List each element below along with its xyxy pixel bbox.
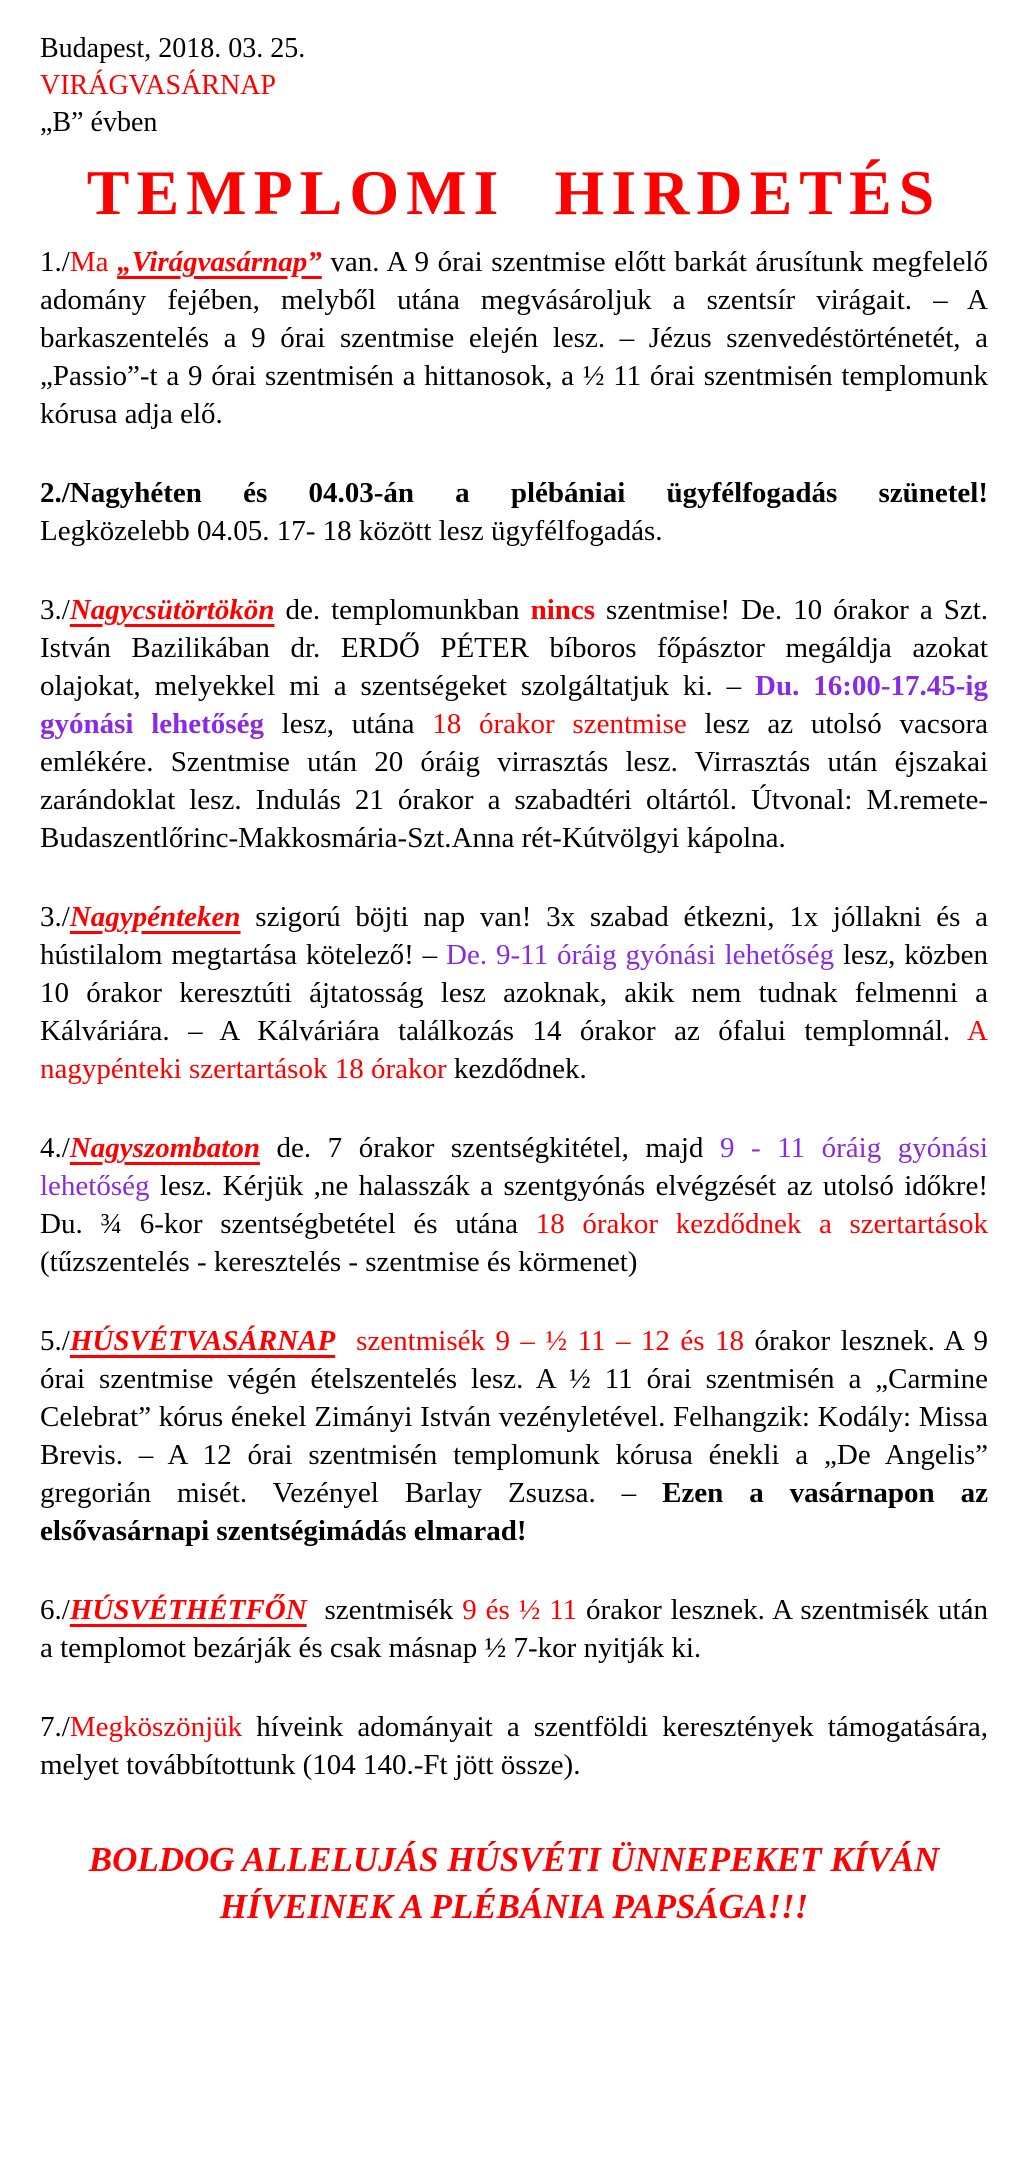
text-run: 18 órakor szentmise: [432, 708, 687, 740]
text-run: Nagypénteken: [69, 901, 241, 933]
text-run: 3./: [40, 901, 70, 933]
announcement-paragraph: [40, 898, 988, 1088]
text-run: Du. 16:00-17.45-ig gyónási lehetőség: [40, 670, 988, 740]
text-run: Ma: [69, 246, 118, 278]
announcement-paragraph: [40, 591, 988, 857]
text-run: 9 és ½ 11: [462, 1594, 578, 1626]
text-run: „Virágvasárnap”: [117, 246, 322, 278]
date-line: Budapest, 2018. 03. 25.: [40, 33, 306, 64]
text-run: 1./: [40, 246, 70, 278]
text-run: van. A 9 órai szentmise előtt barkát árusítunk megfelelő adomány fejében, melyből utána megvásároljuk a szentsír virágait. – A barkaszentelés a 9 órai szentmise elején lesz. – Jézus szenvedéstörténetét, a „Passio”-t a 9 órai szentmisén a hittanosok, a ½ 11 órai szentmisén templomunk kórusa adja elő.: [40, 246, 988, 430]
text-run: kezdődnek.: [446, 1053, 587, 1085]
text-run: szentmise! De. 10 órakor a Szt. István Bazilikában dr. ERDŐ PÉTER bíboros főpásztor megáldja azokat olajokat, melyekkel mi a szentségeket szolgáltatjuk ki. –: [40, 594, 989, 702]
text-run: Legközelebb 04.05. 17- 18 között lesz ügyfélfogadás.: [40, 515, 663, 547]
text-run: lesz, utána: [263, 708, 433, 740]
text-run: 3./: [40, 594, 70, 626]
liturgical-year-line: „B” évben: [40, 107, 158, 138]
announcement-paragraph: [40, 1591, 988, 1667]
footer-greeting-line-2: HÍVEINEK A PLÉBÁNIA PAPSÁGA!!!: [219, 1887, 809, 1926]
text-run: De. 9-11 óráig gyónási lehetőség: [446, 939, 835, 971]
text-run: szentmisék: [306, 1594, 463, 1626]
text-run: Megköszönjük: [69, 1711, 243, 1743]
footer-greeting-line-1: BOLDOG ALLELUJÁS HÚSVÉTI ÜNNEPEKET KÍVÁN: [88, 1840, 940, 1879]
text-run: A nagypénteki szertartások 18 órakor: [40, 1015, 988, 1085]
text-run: (tűzszentelés - keresztelés - szentmise és körmenet): [40, 1246, 638, 1278]
text-run: lesz az utolsó vacsora emlékére. Szentmise után 20 óráig virrasztás lesz. Virrasztás után éjszakai zarándoklat lesz. Indulás 21 órakor a szabadtéri oltártól. Útvonal: M.remete-Budaszentlőrinc-Makkosmária-Szt.Anna rét-Kútvölgyi kápolna.: [40, 708, 989, 854]
text-run: nincs: [530, 594, 596, 626]
text-run: 6./: [40, 1594, 70, 1626]
text-run: HÚSVÉTVASÁRNAP: [69, 1325, 336, 1357]
text-run: szentmisék 9 – ½ 11 – 12 és 18: [335, 1325, 745, 1357]
announcement-paragraph: [40, 474, 988, 550]
text-run: órakor lesznek. A szentmisék után a templomot bezárják és csak másnap ½ 7-kor nyitják ki.: [40, 1594, 988, 1664]
text-run: 9 - 11 óráig gyónási lehetőség: [40, 1132, 988, 1202]
text-run: 7./: [40, 1711, 70, 1743]
text-run: órakor lesznek. A 9 órai szentmise végén ételszentelés lesz. A ½ 11 órai szentmisén a „Carmine Celebrat” kórus énekel Zimányi István vezényletével. Felhangzik: Kodály: Missa Brevis. – A 12 órai szentmisén templomunk kórusa énekli a „De Angelis” gregorián misét. Vezényel Barlay Zsuzsa. –: [40, 1325, 988, 1509]
text-run: 4./: [40, 1132, 70, 1164]
text-run: lesz, közben 10 órakor keresztúti ájtatosság lesz azoknak, akik nem tudnak felmenni a Kálváriára. – A Kálváriára találkozás 14 órakor az ófalui templomnál.: [40, 939, 988, 1047]
text-run: de. templomunkban: [274, 594, 531, 626]
announcements-list: [40, 243, 988, 1784]
announcement-paragraph: [40, 1322, 988, 1550]
text-run: Ezen a vasárnapon az elsővasárnapi szentségimádás elmarad!: [40, 1477, 988, 1547]
page-title: TEMPLOMI HIRDETÉS: [86, 157, 942, 228]
text-run: de. 7 órakor szentségkitétel, majd: [259, 1132, 720, 1164]
announcement-paragraph: [40, 1129, 988, 1281]
announcement-paragraph: [40, 243, 988, 433]
text-run: Nagycsütörtökön: [69, 594, 275, 626]
document-footer: [40, 1836, 988, 1930]
text-run: HÚSVÉTHÉTFŐN: [69, 1594, 307, 1626]
text-run: 5./: [40, 1325, 70, 1357]
text-run: 2./Nagyhéten és 04.03-án a plébániai ügyfélfogadás szünetel!: [40, 477, 988, 509]
document-header: [40, 30, 988, 233]
text-run: lesz. Kérjük ,ne halasszák a szentgyónás elvégzését az utolsó időkre! Du. ¾ 6-kor szentségbetétel és utána: [40, 1170, 988, 1240]
text-run: Nagyszombaton: [69, 1132, 260, 1164]
text-run: híveink adományait a szentföldi keresztények támogatására, melyet továbbítottunk (104 140.-Ft jött össze).: [40, 1711, 988, 1781]
announcement-paragraph: [40, 1708, 988, 1784]
feast-day-line: VIRÁGVASÁRNAP: [40, 70, 276, 101]
text-run: 18 órakor kezdődnek a szertartások: [535, 1208, 988, 1240]
text-run: szigorú böjti nap van! 3x szabad étkezni, 1x jóllakni és a hústilalom megtartása kötelező! –: [40, 901, 988, 971]
